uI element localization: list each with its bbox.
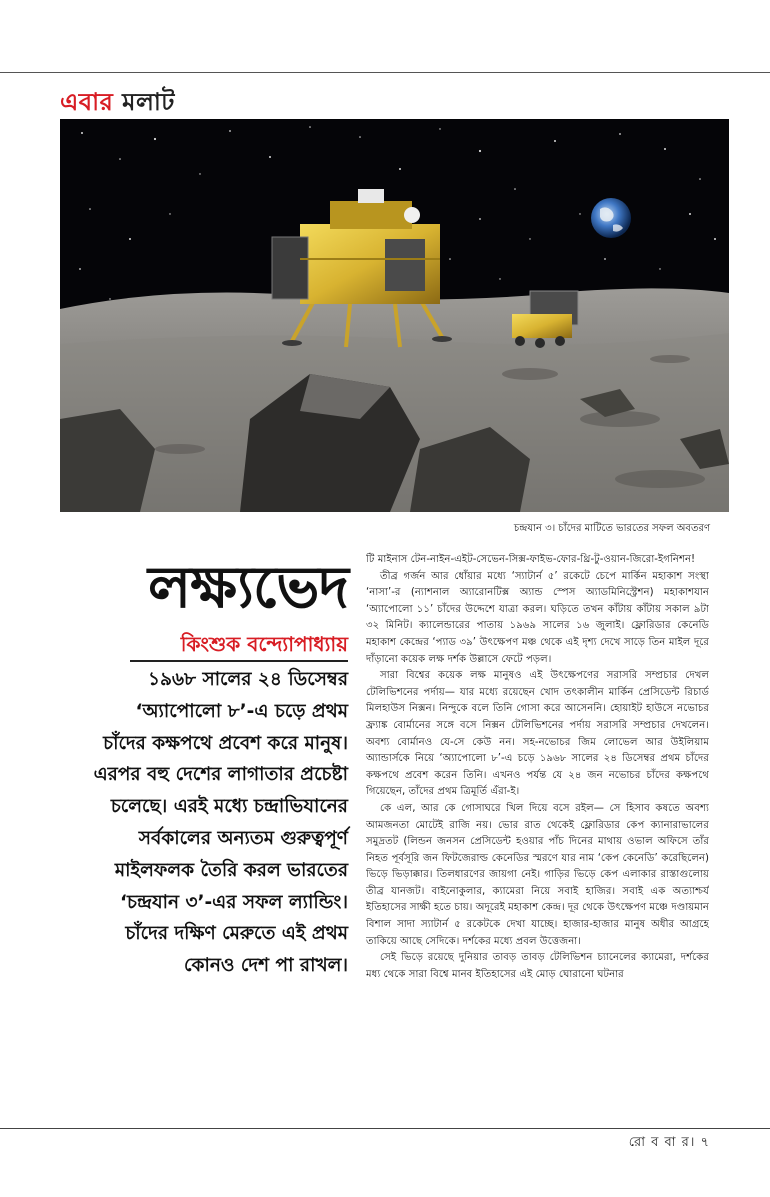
body-paragraph: কে এল, আর কে গোসাঘরে খিল দিয়ে বসে রইল— সে হিসাব কষতে অবশ্য আমজনতা মোটেই রাজি নয়। ভোর রাত থেকেই ফ্লোরিডার কেপ ক্যানারাভালের সমুদ্রতট (লিন্ডন জনসন প্রেসিডেন্ট হওয়ার পাঁচ দিনের মাথায় ওভাল অফিসে তাঁর নিহত পূর্বসূরি জন ফিটজেরাল্ড কেনেডির স্মরণে যার নাম ‘কেপ কেনেডি’ করেছিলেন) ভিড়ে ভিড়াক্কার। তিলধারণের জায়গা নেই। গাড়ির ভিড়ে কেপ এলাকার রাস্তাগুলোয় তীব্র যানজট। বাইনোকুলার, ক্যামেরা নিয়ে সবাই হাজির। সবাই এক অত্যাশ্চর্য ইতিহাসের সাক্ষী হতে চায়। অদূরেই মহাকাশ কেন্দ্র। দূর থেকে উৎক্ষেপণ মঞ্চে দণ্ডায়মান বিশাল সাদা স্যাটার্ন ৫ রকেটকে দেখা যাচ্ছে। হাজার-হাজার মানুষ অধীর আগ্রহে তাকিয়ে আছে সেদিকে। দর্শকের মধ্যে প্রবল উত্তেজনা। [366,802,709,947]
section-label-rest: মলাট [122,88,175,116]
body-paragraph: টি মাইনাস টেন-নাইন-এইট-সেভেন-সিক্স-ফাইভ-ফোর-থ্রি-টু-ওয়ান-জিরো-ইগনিশন! [366,554,696,565]
article-body [366,552,709,1120]
footer-rule [0,1128,770,1129]
section-label [60,84,175,124]
intro-standfirst: ১৯৬৮ সালের ২৪ ডিসেম্বর ‘অ্যাপোলো ৮’-এ চড়ে প্রথম চাঁদের কক্ষপথে প্রবেশ করে মানুষ। এরপর বহু দেশের লাগাতার প্রচেষ্টা চলেছে। এরই মধ্যে চন্দ্রাভিযানের সর্বকালের অন্যতম গুরুত্বপূর্ণ মাইলফলক তৈরি করল ভারতের ‘চন্দ্রযান ৩’-এর সফল ল্যান্ডিং। চাঁদের দক্ষিণ মেরুতে এই প্রথম কোনও দেশ পা রাখল। [93,669,348,977]
body-paragraph: সারা বিশ্বের কয়েক লক্ষ মানুষও এই উৎক্ষেপণের সরাসরি সম্প্রচার দেখল টেলিভিশনের পর্দায়— যার মধ্যে রয়েছেন খোদ তৎকালীন মার্কিন প্রেসিডেন্ট রিচার্ড মিলহাউস নিক্সন। নিন্দুকে বলে তিনি গোসা করে আসেননি। হোয়াইট হাউসে নভোচর ফ্র্যাঙ্ক বোর্মানের সঙ্গে বসে নিক্সন টেলিভিশনের পর্দায় সরাসরি সম্প্রচার দেখলেন। অবশ্য বোর্মানও যে-সে কেউ নন। সহ-নভোচর জিম লোভেল আর উইলিয়াম অ্যান্ডার্সকে নিয়ে ‘অ্যাপোলো ৮’-এ চড়ে ১৯৬৮ সালের ২৪ ডিসেম্বর প্রথম চাঁদের কক্ষপথে প্রবেশ করেন তিনি। এখনও পর্যন্ত যে ২৪ জন নভোচর চাঁদের কক্ষপথে গিয়েছেন, তাঁদের প্রথম ত্রিমূর্তি এঁরা-ই। [366,670,709,798]
header-rule [0,72,770,73]
earth-icon [591,198,631,238]
author-byline: কিংশুক বন্দ্যোপাধ্যায় [180,632,348,656]
body-paragraph: তীব্র গর্জন আর ধোঁয়ার মধ্যে ‘স্যাটার্ন ৫’ রকেটে চেপে মার্কিন মহাকাশ সংস্থা ‘নাসা’-র (ন্যাশনাল অ্যারোনটিক্স অ্যান্ড স্পেস অ্যাডমিনিস্ট্রেশন) মহাকাশযান ‘অ্যাপোলো ১১’ চাঁদের উদ্দেশে যাত্রা করল। ঘড়িতে তখন কাঁটায় কাঁটায় সকাল ৯টা ৩২ মিনিট। ক্যালেন্ডারের পাতায় ১৯৬৯ সালের ১৬ জুলাই। ফ্লোরিডার কেনেডি মহাকাশ কেন্দ্রের ‘প্যাড ৩৯’ উৎক্ষেপণ মঞ্চ থেকে এই দৃশ্য দেখে সাড়ে তিন মাইল দূরে দাঁড়ানো কয়েক লক্ষ দর্শক উল্লাসে ফেটে পড়ল। [366,570,709,665]
page-folio: রো ব বা র। ৭ [628,1135,710,1150]
hero-image-moon-landing [60,119,729,512]
body-paragraph: সেই ভিড়ে রয়েছে দুনিয়ার তাবড় তাবড় টেলিভিশন চ্যানেলের ক্যামেরা, দর্শকের মধ্য থেকে সারা বিশ্বে মানব ইতিহাসের এই মোড় ঘোরানো ঘটনার [366,952,709,980]
photo-caption: চন্দ্রযান ৩। চাঁদের মাটিতে ভারতের সফল অবতরণ [513,523,710,534]
section-label-accent: এবার [60,88,114,116]
lunar-landing-illustration [60,119,729,512]
byline-rule [130,660,348,662]
headline: লক্ষ্যভেদ [147,553,348,621]
